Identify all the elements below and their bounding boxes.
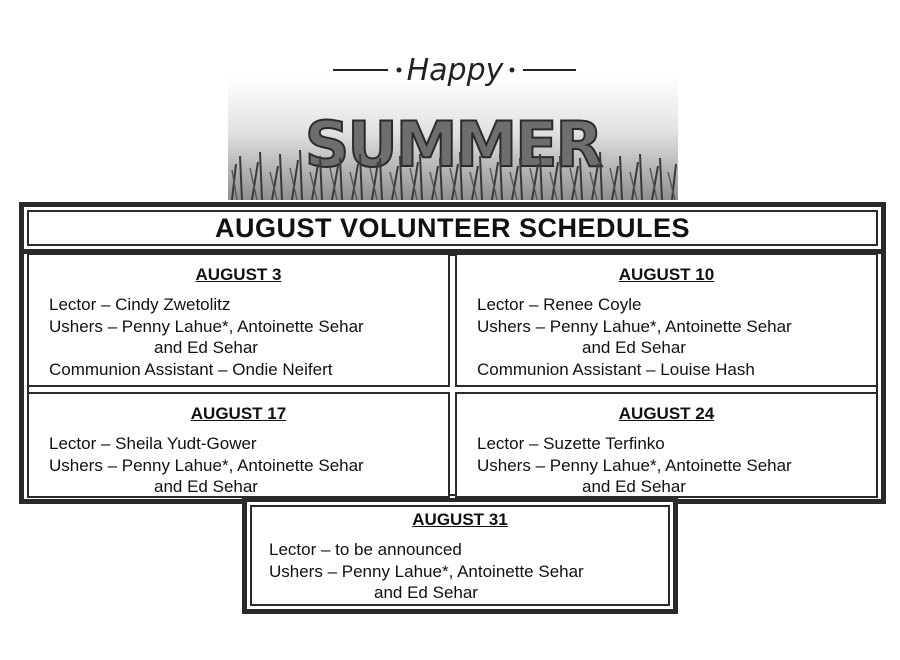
ushers-continuation: and Ed Sehar — [154, 338, 258, 357]
schedule-box-august-3 — [27, 253, 450, 387]
communion-line: Communion Assistant – Ondie Neifert — [49, 359, 333, 379]
lector-line: Lector – to be announced — [269, 540, 462, 559]
schedule-box-august-31 — [242, 498, 678, 614]
schedule-date: AUGUST 17 — [190, 404, 287, 423]
schedule-date: AUGUST 24 — [618, 404, 715, 423]
lector-line: Lector – Suzette Terfinko — [477, 434, 665, 453]
ushers-continuation: and Ed Sehar — [374, 583, 478, 602]
ushers-continuation: and Ed Sehar — [154, 477, 258, 496]
happy-summer-banner — [228, 36, 678, 200]
ushers-line: Ushers – Penny Lahue*, Antoinette Sehar — [477, 316, 792, 336]
schedule-lines — [477, 433, 792, 498]
schedule-lines — [49, 433, 364, 498]
happy-word: Happy — [406, 53, 504, 88]
schedule-box-august-17 — [27, 392, 450, 498]
ushers-continuation: and Ed Sehar — [582, 338, 686, 357]
summer-word: SUMMER — [304, 108, 602, 181]
schedule-lines — [49, 294, 364, 380]
communion-line: Communion Assistant – Louise Hash — [477, 359, 755, 379]
lector-line: Lector – Renee Coyle — [477, 295, 642, 314]
ushers-line: Ushers – Penny Lahue*, Antoinette Sehar — [49, 455, 364, 475]
page-title: AUGUST VOLUNTEER SCHEDULES — [214, 213, 691, 243]
ushers-line: Ushers – Penny Lahue*, Antoinette Sehar — [269, 561, 584, 581]
schedule-box-august-24 — [455, 392, 878, 498]
lector-line: Lector – Cindy Zwetolitz — [49, 295, 231, 314]
ushers-continuation: and Ed Sehar — [582, 477, 686, 496]
schedule-box-august-10 — [455, 253, 878, 387]
ushers-line: Ushers – Penny Lahue*, Antoinette Sehar — [477, 455, 792, 475]
schedule-lines — [269, 539, 584, 604]
schedule-lines — [477, 294, 792, 380]
schedule-date: AUGUST 3 — [195, 265, 282, 284]
schedule-date: AUGUST 10 — [618, 265, 715, 284]
lector-line: Lector – Sheila Yudt-Gower — [49, 434, 257, 453]
title-frame — [19, 202, 886, 254]
summer-grass-illustration — [228, 36, 678, 200]
ushers-line: Ushers – Penny Lahue*, Antoinette Sehar — [49, 316, 364, 336]
schedule-date: AUGUST 31 — [412, 510, 508, 529]
